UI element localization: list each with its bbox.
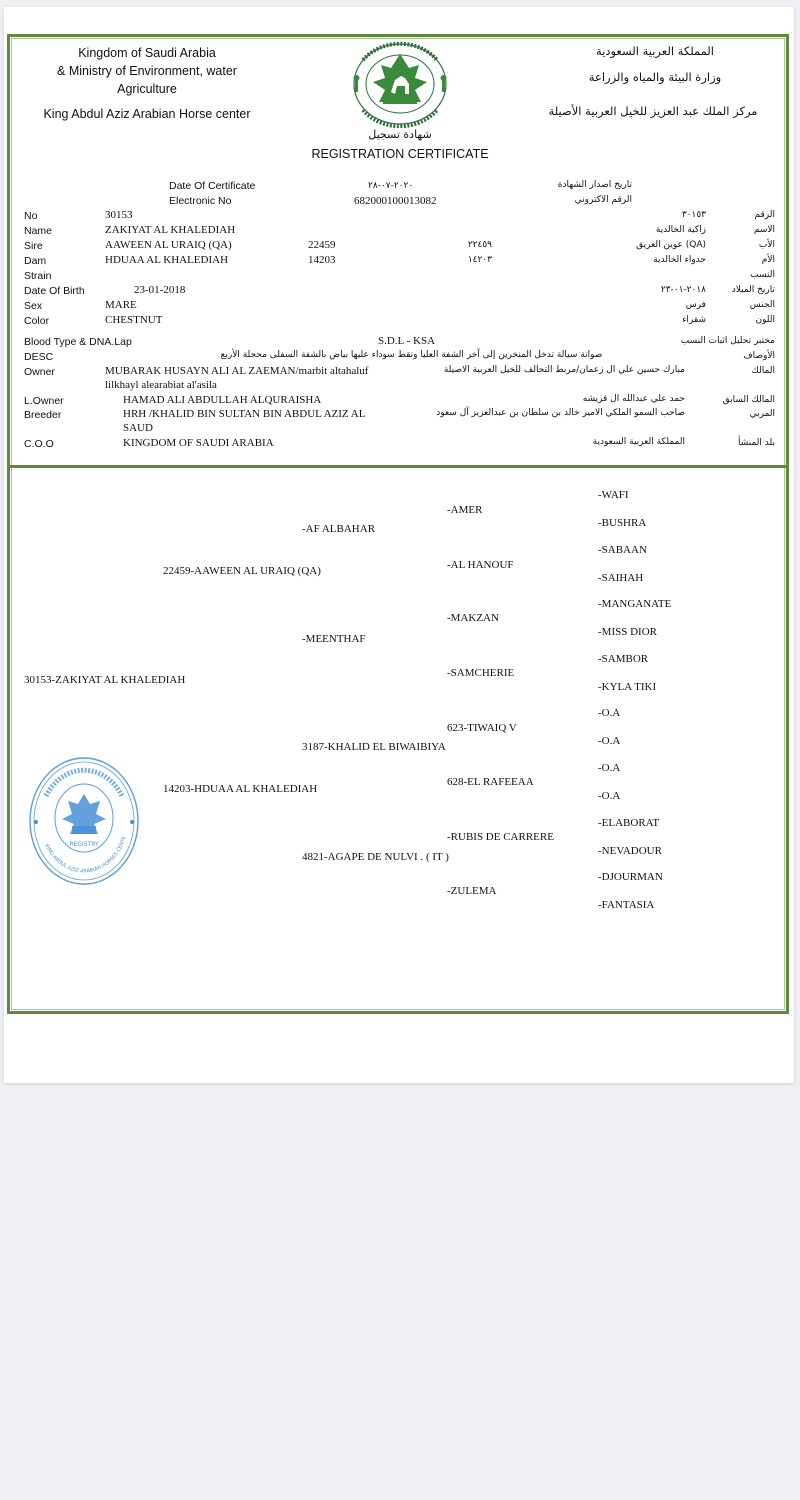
pedigree-great-grandparent: -RUBIS DE CARRERE [447, 831, 554, 843]
coo-value-ar: المملكة العربية السعودية [592, 437, 685, 447]
breeder-value-line-1: HRH /KHALID BIN SULTAN BIN ABDUL AZIZ AL [123, 408, 366, 420]
dam-number-ar: ١٤٢٠٣ [467, 255, 492, 265]
blood-type-value: S.D.L - KSA [378, 335, 436, 347]
header-arabic-line-3: مركز الملك عبد العزيز للخيل العربية الأصيلة [548, 104, 758, 118]
last-owner-value: HAMAD ALI ABDULLAH ALQURAISHA [123, 394, 322, 406]
pedigree-gen4-ancestor: -O.A [598, 707, 621, 719]
sex-value-ar: فرس [685, 300, 706, 310]
header-english-line-2: & Ministry of Environment, water [57, 64, 237, 78]
blood-type-label: Blood Type & DNA.Lap [24, 336, 132, 348]
sire-label: Sire [24, 240, 43, 252]
stamp-registry-text: REGISTRY [69, 841, 99, 848]
breeder-value-ar: صاحب السمو الملكي الامير خالد بن سلطان بن عبدالعزيز آل سعود [436, 408, 685, 418]
color-value-ar: شقراء [682, 315, 706, 325]
pedigree-great-grandparent: -ZULEMA [447, 885, 497, 897]
pedigree-grandparent: -AF ALBAHAR [302, 523, 376, 535]
pedigree-great-grandparent: 623-TIWAIQ V [447, 722, 517, 734]
date-of-birth-label-ar: تاريخ الميلاد [731, 285, 775, 295]
sire-value-ar: (QA) عوين العريق [636, 240, 706, 250]
dam-value: HDUAA AL KHALEDIAH [105, 254, 229, 266]
date-of-birth-value-ar: ٢٠١٨-٠١-٢٣ [660, 285, 706, 295]
color-label-ar: اللون [755, 315, 775, 325]
pedigree-gen4-ancestor: -SABAAN [598, 544, 647, 556]
stamp-arc-text: KING ABDUL AZIZ ARABIAN HORSES CENTE [43, 835, 128, 875]
sire-number-ar: ٢٢٤٥٩ [467, 240, 492, 250]
strain-label: Strain [24, 270, 52, 282]
pedigree-gen4-ancestor: -SAIHAH [598, 572, 644, 584]
date-of-certificate-value: ٢٠٢٠-٠٧-٢٨ [368, 181, 414, 191]
last-owner-value-ar: حمد علي عبدالله ال قريشه [582, 394, 685, 404]
date-of-certificate-label-ar: تاريخ اصدار الشهادة [557, 180, 632, 190]
date-of-birth-value: 23-01-2018 [134, 284, 186, 296]
pedigree-great-grandparent: -AMER [447, 504, 483, 516]
date-of-birth-label: Date Of Birth [24, 285, 85, 297]
sex-value: MARE [105, 299, 137, 311]
dam-label: Dam [24, 255, 47, 267]
breeder-label-ar: المربي [749, 409, 775, 419]
last-owner-label: L.Owner [24, 395, 64, 407]
pedigree-gen4-ancestor: -BUSHRA [598, 517, 647, 529]
header-arabic-line-2: وزارة البيئة والمياه والزراعة [588, 70, 722, 84]
no-value: 30153 [105, 209, 133, 221]
header-english-line-1: Kingdom of Saudi Arabia [78, 46, 216, 60]
electronic-no-label: Electronic No [169, 195, 232, 207]
sex-label: Sex [24, 300, 43, 312]
pedigree-parent: 14203-HDUAA AL KHALEDIAH [163, 783, 318, 795]
pedigree-gen4-ancestor: -O.A [598, 790, 621, 802]
pedigree-grandparent: 4821-AGAPE DE NULVI . ( IT ) [302, 851, 449, 863]
desc-value: صوانة سيالة تدخل المنخرين إلى آخر الشفة العليا ونقط سوداء عليها بياض بالشفة السفلى محجلة الأربع [220, 350, 603, 360]
electronic-no-label-ar: الرقم الاكتروني [574, 195, 632, 205]
sire-value: AAWEEN AL URAIQ (QA) [105, 239, 232, 251]
owner-value-line-1: MUBARAK HUSAYN ALI AL ZAEMAN/marbit altahaluf [105, 365, 369, 377]
title-arabic: شهادة تسجيل [368, 128, 432, 141]
pedigree-gen4-ancestor: -DJOURMAN [598, 871, 663, 883]
owner-value-line-2: lilkhayl alearabiat al'asila [105, 379, 217, 391]
title-english: REGISTRATION CERTIFICATE [311, 147, 489, 161]
color-label: Color [24, 315, 50, 327]
ministry-emblem-icon [349, 40, 451, 128]
name-value: ZAKIYAT AL KHALEDIAH [105, 224, 236, 236]
name-label-ar: الاسم [753, 225, 775, 235]
pedigree-gen4-ancestor: -NEVADOUR [598, 845, 662, 857]
no-label-ar: الرقم [754, 210, 775, 220]
owner-label-ar: المالك [751, 366, 775, 376]
color-value: CHESTNUT [105, 314, 163, 326]
blood-type-label-ar: مختبر تحليل اثبات النسب [680, 336, 775, 346]
header-english-line-3: Agriculture [117, 82, 177, 96]
pedigree-gen4-ancestor: -SAMBOR [598, 653, 649, 665]
dam-number: 14203 [308, 254, 336, 266]
header-center-name: King Abdul Aziz Arabian Horse center [43, 107, 251, 121]
pedigree-gen4-ancestor: -FANTASIA [598, 899, 655, 911]
coo-value: KINGDOM OF SAUDI ARABIA [123, 437, 274, 449]
pedigree-great-grandparent: -MAKZAN [447, 612, 499, 624]
sire-label-ar: الأب [758, 240, 775, 250]
pedigree-great-grandparent: -AL HANOUF [447, 559, 514, 571]
pedigree-grandparent: -MEENTHAF [302, 633, 366, 645]
breeder-value-line-2: SAUD [123, 422, 153, 434]
owner-label: Owner [24, 366, 55, 378]
dam-value-ar: حدواء الخالدية [653, 255, 706, 265]
name-label: Name [24, 225, 53, 237]
registry-stamp-icon [28, 756, 140, 886]
header-arabic-line-1: المملكة العربية السعودية [596, 44, 714, 58]
owner-value-ar: مبارك حسين علي ال زعمان/مربط التحالف للخيل العربية الاصيلة [443, 365, 685, 375]
strain-label-ar: النسب [750, 270, 775, 280]
coo-label-ar: بلد المنشأ [737, 438, 775, 448]
desc-label: DESC [24, 351, 54, 363]
pedigree-gen4-ancestor: -MISS DIOR [598, 626, 657, 638]
no-label: No [24, 210, 38, 222]
pedigree-subject: 30153-ZAKIYAT AL KHALEDIAH [24, 674, 186, 686]
pedigree-gen4-ancestor: -O.A [598, 762, 621, 774]
pedigree-grandparent: 3187-KHALID EL BIWAIBIYA [302, 741, 446, 753]
pedigree-gen4-ancestor: -O.A [598, 735, 621, 747]
dam-label-ar: الأم [761, 255, 775, 265]
last-owner-label-ar: المالك السابق [722, 395, 775, 405]
sex-label-ar: الجنس [749, 300, 775, 310]
coo-label: C.O.O [24, 438, 54, 450]
date-of-certificate-label: Date Of Certificate [169, 180, 256, 192]
pedigree-gen4-ancestor: -KYLA TIKI [598, 681, 657, 693]
name-value-ar: زاكية الخالدية [655, 225, 706, 235]
no-value-ar: ٣٠١٥٣ [681, 210, 706, 220]
section-divider [7, 465, 789, 468]
breeder-label: Breeder [24, 409, 62, 421]
pedigree-gen4-ancestor: -ELABORAT [598, 817, 660, 829]
pedigree-gen4-ancestor: -MANGANATE [598, 598, 672, 610]
pedigree-great-grandparent: 628-EL RAFEEAA [447, 776, 534, 788]
pedigree-great-grandparent: -SAMCHERIE [447, 667, 515, 679]
sire-number: 22459 [308, 239, 336, 251]
pedigree-gen4-ancestor: -WAFI [598, 489, 629, 501]
desc-label-ar: الأوصاف [743, 351, 775, 361]
electronic-no-value: 682000100013082 [354, 195, 437, 207]
pedigree-parent: 22459-AAWEEN AL URAIQ (QA) [163, 565, 321, 577]
